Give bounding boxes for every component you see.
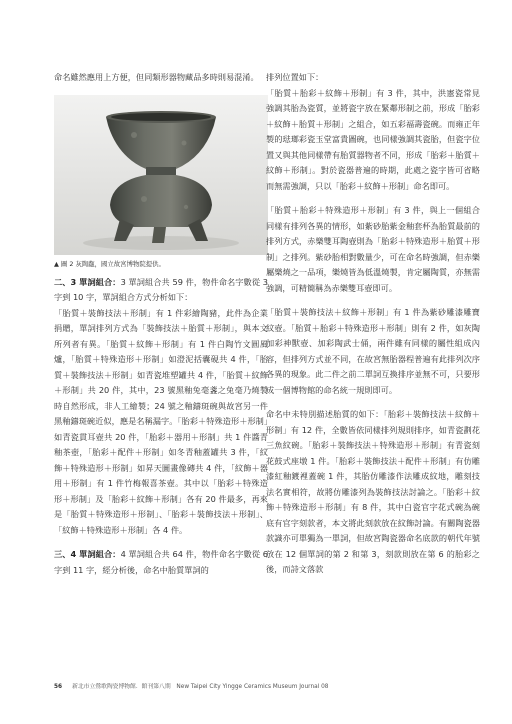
figure-gray-pottery-yan	[54, 95, 268, 255]
section-3-text: 3 單詞組合共 59 件，物件命名字數從 3 字到 10 字，單詞組合方式分析如下：	[54, 276, 268, 302]
right-paragraph-1: 「胎質＋胎彩＋紋飾＋形制」有 3 件，其中，洪憲瓷常見強調其胎為瓷質，並將瓷字放在緊鄰形制之前，形成「胎彩＋紋飾＋胎質＋形制」之組合，如五彩福壽瓷碗。而雍正年製的琺瑯彩瓷玉堂富貴圖碗，也同樣強調其瓷胎，但瓷字位置又與其他同樣帶有胎質器物者不同，形成「胎彩＋胎質＋紋飾＋形制」。對於瓷器普遍的時期，此處之瓷字皆可省略而無需強調，只以「胎彩＋紋飾＋形制」命名即可。	[266, 87, 480, 191]
right-paragraph-2: 「胎質＋胎彩＋特殊造形＋形制」有 3 件，與上一個組合同樣有排列各異的情形，如紫砂胎紫金釉套杯為胎質最前的排列方式，赤樂雙耳陶壺則為「胎彩＋特殊造形＋胎質＋形制」之排列。紫砂胎相對數量少，可在命名時強調，但赤樂屬樂燒之一品項，樂燒皆為低溫燒製，肯定屬陶質，亦無需強調，可精簡稱為赤樂雙耳壺即可。	[266, 205, 480, 293]
right-paragraph-0: 排列位置如下：	[266, 72, 324, 82]
page-footer	[54, 681, 474, 690]
section-3-paragraph	[54, 275, 268, 306]
section-3-heading: 二、3 單詞組合：	[54, 276, 121, 287]
right-paragraph-3: 「胎質＋裝飾技法＋紋飾＋形制」有 1 件為紫砂雕漆雕寶紋壺。「胎質＋胎彩＋特殊造形＋形制」則有 2 件，如灰陶加彩神獸壺、加彩陶武士俑，兩件雖有同樣的屬性組成內容，但排列方式並不同，在故宮無胎器程普遍有此排列次序各異的現象。此二件之前二單詞互換排序並無不可，只要形成一個博物館的命名統一規則即可。	[266, 307, 480, 395]
intro-paragraph: 命名雖然應用上方便，但同類形器物藏品多時則易混淆。	[54, 72, 259, 82]
section-4-heading: 三、4 單詞組合：	[54, 549, 121, 559]
figure-caption: ▲ 圖 2 灰陶甗，國立故宮博物院提供。	[54, 259, 165, 268]
page-number: 56	[54, 684, 63, 690]
section-4-paragraph	[54, 547, 268, 578]
section-4-text: 4 單詞組合共 64 件，物件命名字數從 6 字到 11 字，經分析後，命名中胎質單詞的	[54, 549, 268, 575]
section-3-body: 「胎質＋裝飾技法＋形制」有 1 件彩繪陶豬，此件為企業捐贈，單詞排列方式為「裝飾技法＋胎質＋形制」，與本文所列者有異。「胎質＋紋飾＋形制」有 1 件白陶竹文圓風爐，「胎質＋特殊造形＋形制」如澄泥括囊硯共 4 件，「胎質＋裝飾技法＋形制」如青瓷堆塑罐共 4 件，「胎質＋紋飾＋形制」共 20 件，其中，23 號黑釉兔毫盞之兔毫乃燒製時自然形成，非人工繪製；24 號之釉鑄斑碗與故宮另一件黑釉鑄斑碗近似，應是名稱漏字。「胎彩＋特殊造形＋形制」如青瓷貫耳壺共 20 件，「胎彩＋器用＋形制」共 1 件醬青釉茶壺，「胎彩＋配件＋形制」如冬青釉蓋罐共 3 件，「紋飾＋特殊造形＋形制」如昇天圖畫像磚共 4 件，「紋飾＋器用＋形制」有 1 件竹梅報喜茶壺。其中以「胎彩＋特殊造形＋形制」及「胎彩＋紋飾＋形制」各有 20 件最多，再來是「胎質＋特殊造形＋形制」、「胎彩＋裝飾技法＋形制」、「紋飾＋特殊造形＋形制」各 4 件。	[54, 307, 268, 535]
journal-title: 新北市立鶯歌陶瓷博物館．館刊第八期 New Taipei City Yingge Ceramics Museum Journal 08	[72, 684, 329, 690]
left-column	[54, 70, 268, 578]
right-paragraph-4: 命名中未特別描述胎質的如下：「胎彩＋裝飾技法＋紋飾＋形制」有 12 件，全數皆依同樣排列規則排序，如青瓷劃花三魚紋碗。「胎彩＋裝飾技法＋特殊造形＋形制」有青瓷刻花鼓式座墩 1 件。「胎彩＋裝飾技法＋配件＋形制」有仿雕漆紅釉鍍裡蓋碗 1 件，其胎仿雕漆作法雕成紋地，雕刻技法名實相符，故將仿雕漆列為裝飾技法討論之。「胎彩＋紋飾＋特殊造形＋形制」有 8 件，其中白瓷官字花式碗為碗底有官字刻款者，本文將此刻款放在紋飾討論。有關陶瓷器款識亦可單獨為一單詞，但故宮陶瓷器命名底款的朝代年號放在 12 個單詞的第 2 和第 3，刻款則放在第 6 的胎彩之後，而詩文落款	[266, 409, 480, 574]
triangle-marker-icon: ▲	[54, 259, 59, 268]
right-column	[266, 70, 480, 587]
pottery-vessel-image	[54, 95, 268, 255]
